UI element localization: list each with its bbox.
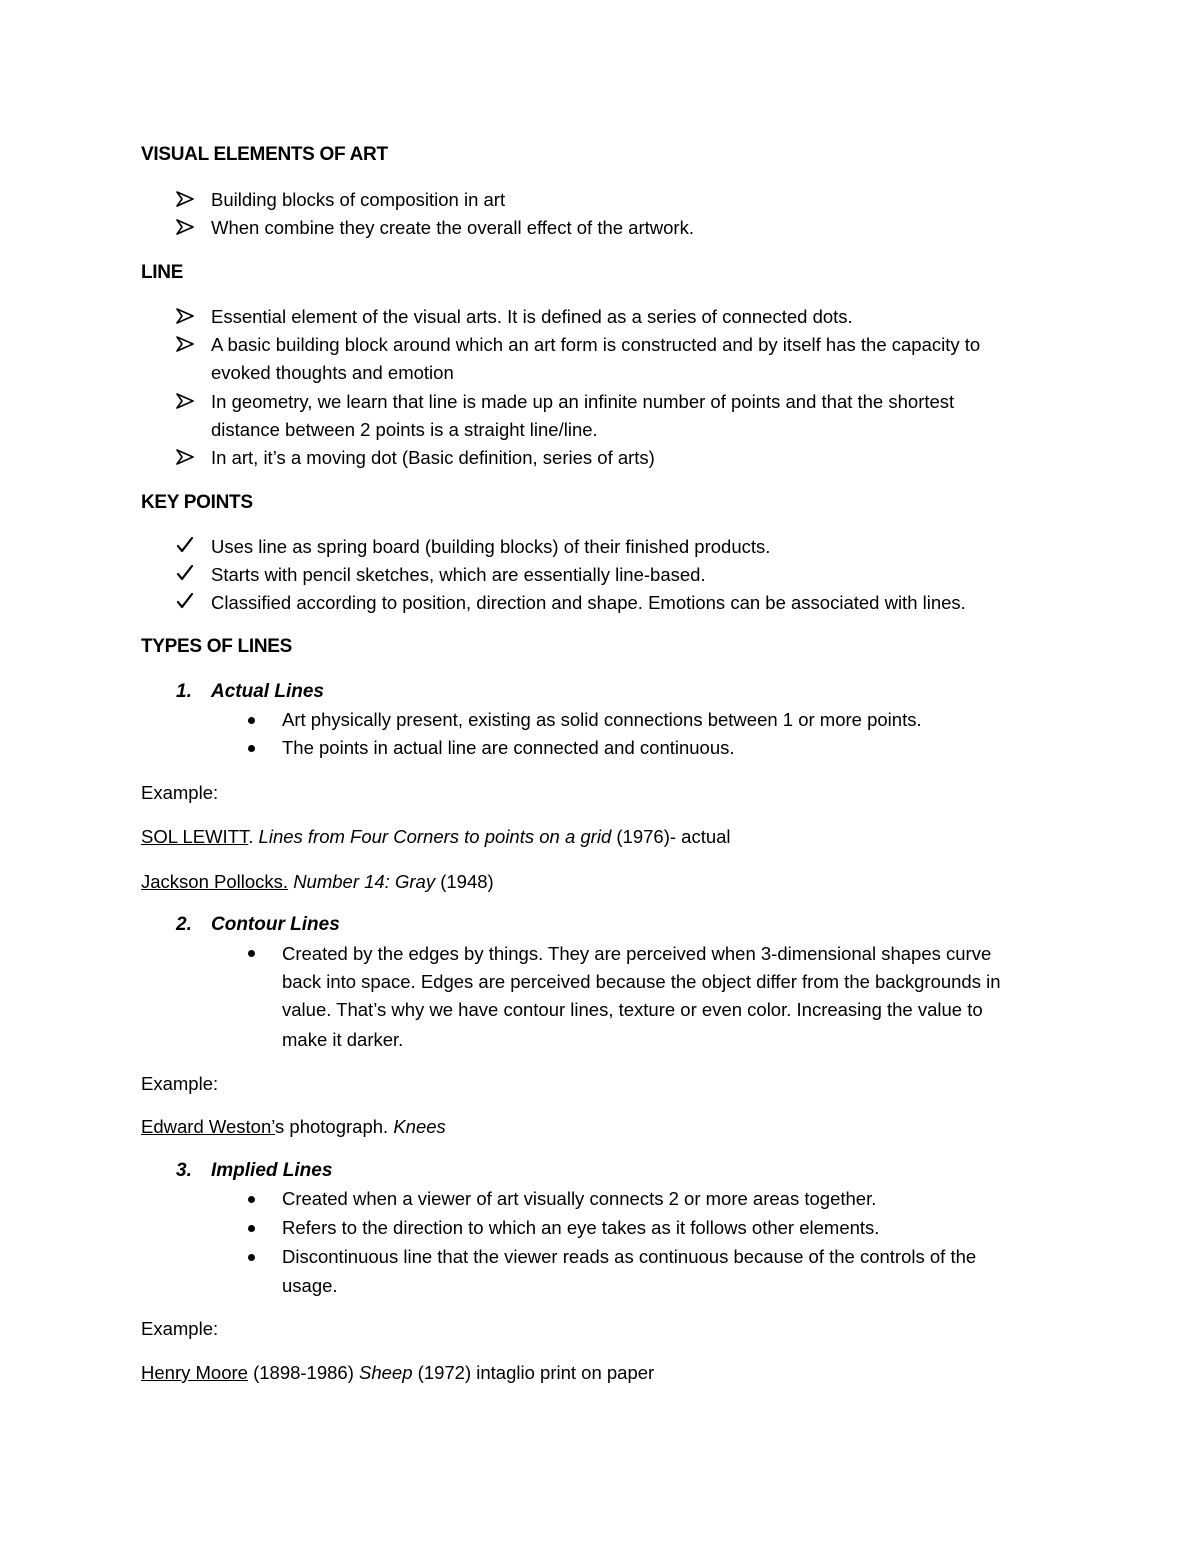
list-item: Refers to the direction to which an eye takes as it follows other elements. (282, 1217, 880, 1238)
list-item: Starts with pencil sketches, which are essentially line-based. (211, 564, 706, 585)
checkmark-bullet-icon (176, 565, 200, 581)
artwork-title: Knees (393, 1116, 446, 1137)
list-item: Created when a viewer of art visually connects 2 or more areas together. (282, 1188, 877, 1209)
list-item: Essential element of the visual arts. It is defined as a series of connected dots. (211, 306, 853, 327)
bullet-dot-icon (248, 950, 255, 957)
example-label: Example: (141, 1318, 219, 1339)
example-line (141, 826, 731, 848)
example-label: Example: (141, 1073, 219, 1094)
list-item-continuation: evoked thoughts and emotion (211, 362, 454, 383)
list-item: The points in actual line are connected and continuous. (282, 737, 735, 758)
list-number: 1. (176, 681, 192, 702)
list-item: In geometry, we learn that line is made up an infinite number of points and that the shortest (211, 391, 955, 412)
list-item: When combine they create the overall effect of the artwork. (211, 217, 694, 238)
example-line (141, 1116, 446, 1138)
artwork-details: (1972) intaglio print on paper (417, 1362, 655, 1383)
arrowhead-bullet-icon (176, 308, 200, 324)
list-item-continuation: usage. (282, 1275, 338, 1296)
artist-name: Edward Weston’ (141, 1116, 276, 1137)
list-number: 2. (176, 914, 192, 935)
example-line (141, 1362, 654, 1384)
heading-types-of-lines: TYPES OF LINES (141, 636, 292, 657)
bullet-dot-icon (248, 717, 255, 724)
arrowhead-bullet-icon (176, 191, 200, 207)
checkmark-bullet-icon (176, 593, 200, 609)
list-item: Uses line as spring board (building blocks) of their finished products. (211, 536, 771, 557)
list-item: Classified according to position, direction and shape. Emotions can be associated with lines. (211, 592, 966, 613)
arrowhead-bullet-icon (176, 393, 200, 409)
list-number: 3. (176, 1160, 192, 1181)
checkmark-bullet-icon (176, 537, 200, 553)
artwork-details: (1976)- actual (616, 826, 731, 847)
artwork-details: s photograph. (275, 1116, 389, 1137)
list-item: Art physically present, existing as solid connections between 1 or more points. (282, 709, 922, 730)
artwork-title: Number 14: Gray (293, 871, 436, 892)
bullet-dot-icon (248, 1196, 255, 1203)
artist-dates: (1898-1986) (253, 1362, 354, 1383)
artist-name: Jackson Pollocks. (141, 871, 289, 892)
list-item-continuation: distance between 2 points is a straight line/line. (211, 419, 598, 440)
punctuation: . (248, 826, 254, 847)
list-item: In art, it’s a moving dot (Basic definition, series of arts) (211, 447, 655, 468)
arrowhead-bullet-icon (176, 219, 200, 235)
subheading-implied-lines: Implied Lines (211, 1160, 333, 1181)
bullet-dot-icon (248, 1225, 255, 1232)
artwork-title: Lines from Four Corners to points on a grid (258, 826, 612, 847)
subheading-actual-lines: Actual Lines (211, 681, 324, 702)
arrowhead-bullet-icon (176, 449, 200, 465)
list-item: Discontinuous line that the viewer reads as continuous because of the controls of the (282, 1246, 977, 1267)
example-label: Example: (141, 782, 219, 803)
example-line (141, 871, 494, 893)
list-item: A basic building block around which an art form is constructed and by itself has the capacity to (211, 334, 981, 355)
subheading-contour-lines: Contour Lines (211, 914, 340, 935)
artwork-details: (1948) (440, 871, 494, 892)
arrowhead-bullet-icon (176, 336, 200, 352)
list-item-continuation: back into space. Edges are perceived because the object differ from the backgrounds in (282, 971, 1001, 992)
artist-name: Henry Moore (141, 1362, 248, 1383)
heading-key-points: KEY POINTS (141, 492, 253, 513)
bullet-dot-icon (248, 1254, 255, 1261)
list-item-continuation: value. That’s why we have contour lines, texture or even color. Increasing the value to (282, 999, 983, 1020)
artist-name: SOL LEWITT (141, 826, 249, 847)
heading-visual-elements: VISUAL ELEMENTS OF ART (141, 144, 388, 165)
list-item: Building blocks of composition in art (211, 189, 506, 210)
list-item-continuation: make it darker. (282, 1029, 404, 1050)
artwork-title: Sheep (359, 1362, 413, 1383)
bullet-dot-icon (248, 745, 255, 752)
list-item: Created by the edges by things. They are perceived when 3-dimensional shapes curve (282, 943, 992, 964)
heading-line: LINE (141, 262, 184, 283)
